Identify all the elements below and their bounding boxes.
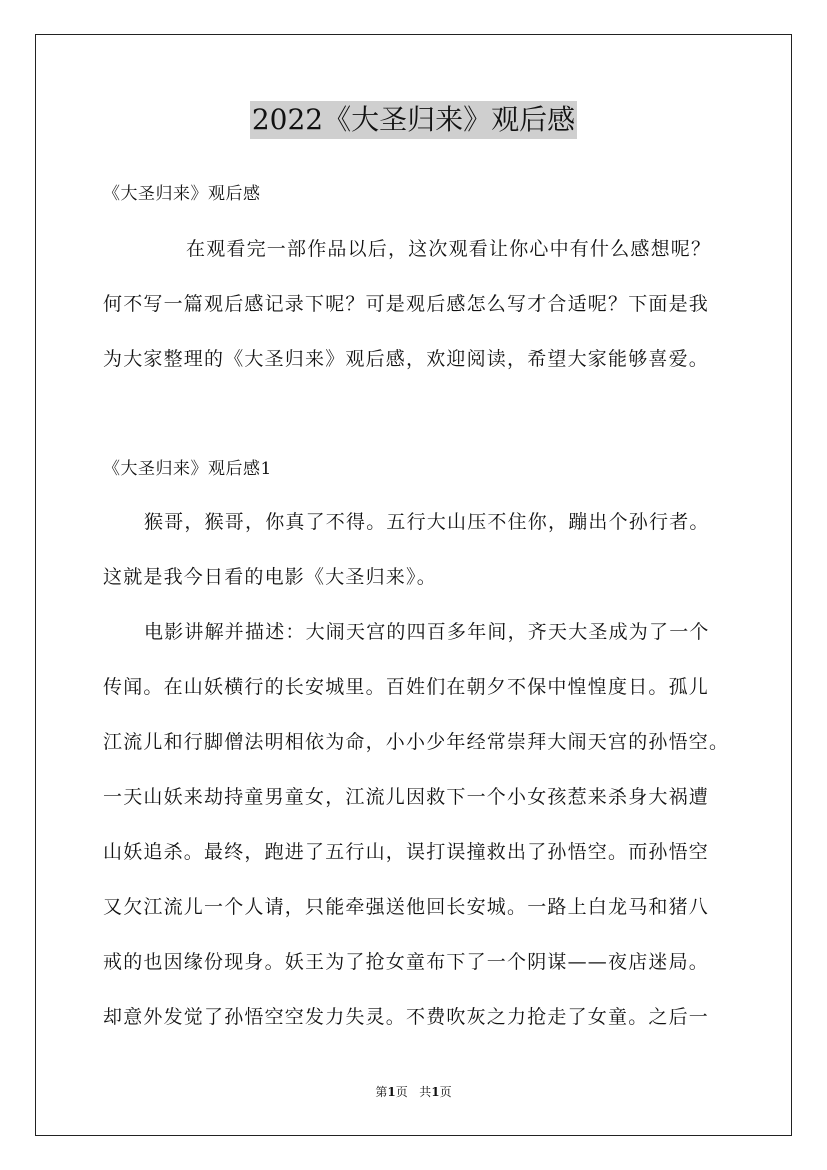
body-line-4: 传闻。在山妖横行的长安城里。百姓们在朝夕不保中惶惶度日。孤儿 [103,676,710,698]
section-heading: 《大圣归来》观后感1 [103,459,272,479]
page-number: 1 [387,1085,396,1099]
body-line-3: 电影讲解并描述：大闹天宫的四百多年间，齐天大圣成为了一个 [144,621,710,643]
document-subtitle: 《大圣归来》观后感 [103,184,261,204]
body-line-1: 猴哥，猴哥，你真了不得。五行大山压不住你，蹦出个孙行者。 [144,511,710,533]
page-footer [0,1084,827,1100]
body-line-9: 戒的也因缘份现身。妖王为了抢女童布下了一个阴谋——夜店迷局。 [103,951,710,973]
total-suffix: 页 [439,1085,452,1099]
intro-line-1: 在观看完一部作品以后，这次观看让你心中有什么感想呢？ [186,238,712,260]
body-line-7: 山妖追杀。最终，跑进了五行山，误打误撞救出了孙悟空。而孙悟空 [103,841,710,863]
page-suffix: 页 [395,1085,408,1099]
title-container [0,101,827,139]
intro-line-3: 为大家整理的《大圣归来》观后感，欢迎阅读，希望大家能够喜爱。 [103,348,710,370]
body-line-2: 这就是我今日看的电影《大圣归来》。 [103,566,437,588]
document-title: 2022《大圣归来》观后感 [250,101,577,139]
body-line-6: 一天山妖来劫持童男童女，江流儿因救下一个小女孩惹来杀身大祸遭 [103,786,710,808]
total-prefix: 共 [419,1085,432,1099]
page-prefix: 第 [375,1085,388,1099]
intro-line-2: 何不写一篇观后感记录下呢？可是观后感怎么写才合适呢？下面是我 [103,293,710,315]
body-line-8: 又欠江流儿一个人请，只能牵强送他回长安城。一路上白龙马和猪八 [103,896,710,918]
total-number: 1 [431,1085,440,1099]
body-line-5: 江流儿和行脚僧法明相依为命，小小少年经常崇拜大闹天宫的孙悟空。 [103,731,730,753]
body-line-10: 却意外发觉了孙悟空空发力失灵。不费吹灰之力抢走了女童。之后一 [103,1006,710,1028]
